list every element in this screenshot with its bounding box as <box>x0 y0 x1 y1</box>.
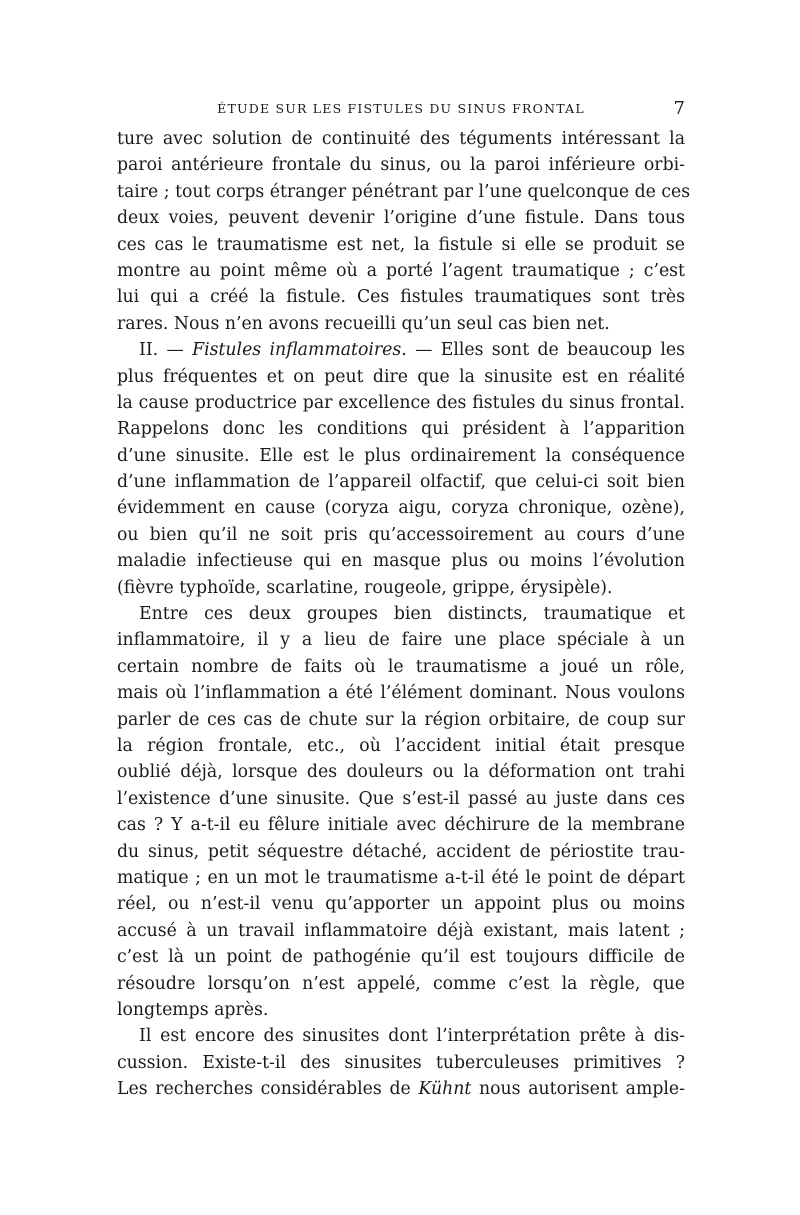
text-line: résoudre lorsqu’on n’est appelé, comme c’est la règle, que <box>117 973 685 994</box>
text-line: c’est là un point de pathogénie qu’il est toujours difficile de <box>117 947 685 968</box>
text-line: longtemps après. <box>117 999 269 1020</box>
text-line: lui qui a créé la fistule. Ces fistules traumatiques sont très <box>117 287 685 308</box>
text-line: du sinus, petit séquestre détaché, accident de périostite trau- <box>117 841 685 862</box>
text-line: deux voies, peuvent devenir l’origine d’une fistule. Dans tous <box>117 208 685 229</box>
text-line: certain nombre de faits où le traumatisme a joué un rôle, <box>117 656 685 677</box>
text-line: évidemment en cause (coryza aigu, coryza chronique, ozène), <box>117 498 685 519</box>
section-heading-rest: — Elles sont de beaucoup les <box>406 340 686 361</box>
text-line: matique ; en un mot le traumatisme a-t-il été le point de départ <box>117 867 685 888</box>
text-line: ces cas le traumatisme est net, la fistule si elle se produit se <box>117 234 685 255</box>
running-head <box>117 98 685 120</box>
section-number: II. — <box>139 340 193 361</box>
text-line: rares. Nous n’en avons recueilli qu’un seul cas bien net. <box>117 313 610 334</box>
section-title: Fistules inflammatoires. <box>192 340 407 361</box>
text-line: réel, ou n’est-il venu qu’apporter un appoint plus ou moins <box>117 894 685 915</box>
body-text <box>117 126 691 1102</box>
author-name: Kühnt <box>418 1079 472 1100</box>
section-heading-line <box>117 337 685 363</box>
text-line: plus fréquentes et on peut dire que la sinusite est en réalité <box>117 366 685 387</box>
text-line: maladie infectieuse qui en masque plus ou moins l’évolution <box>117 551 685 572</box>
text-line: d’une inflammation de l’appareil olfactif, que celui-ci soit bien <box>117 472 685 493</box>
text-line: cas ? Y a-t-il eu fêlure initiale avec déchirure de la membrane <box>117 815 685 836</box>
text-line: l’existence d’une sinusite. Que s’est-il passé au juste dans ces <box>117 788 685 809</box>
text-line: inflammatoire, il y a lieu de faire une place spéciale à un <box>117 630 685 651</box>
running-title: ÉTUDE SUR LES FISTULES DU SINUS FRONTAL <box>217 101 585 116</box>
text-line: mais où l’inflammation a été l’élément dominant. Nous voulons <box>117 683 685 704</box>
text-line: taire ; tout corps étranger pénétrant par l’une quelconque de ces <box>117 181 691 202</box>
text-line: ture avec solution de continuité des téguments intéressant la <box>117 129 685 149</box>
page-number: 7 <box>673 98 685 119</box>
text-line: montre au point même où a porté l’agent traumatique ; c’est <box>117 260 685 281</box>
text-line: parler de ces cas de chute sur la région orbitaire, de coup sur <box>117 709 685 730</box>
text-line: (fièvre typhoïde, scarlatine, rougeole, grippe, érysipèle). <box>117 577 613 598</box>
text-line: paroi antérieure frontale du sinus, ou la paroi inférieure orbi- <box>117 155 685 176</box>
text-line: Il est encore des sinusites dont l’interprétation prête à dis- <box>139 1026 685 1047</box>
text-line: la cause productrice par excellence des fistules du sinus frontal. <box>117 392 685 413</box>
text-line-with-author <box>117 1076 685 1102</box>
text-line: d’une sinusite. Elle est le plus ordinairement la conséquence <box>117 445 685 466</box>
text-fragment: Les recherches considérables de <box>117 1079 419 1100</box>
text-line: Entre ces deux groupes bien distincts, traumatique et <box>139 604 685 625</box>
text-line: oublié déjà, lorsque des douleurs ou la déformation ont trahi <box>117 762 685 783</box>
text-line: ou bien qu’il ne soit pris qu’accessoirement au cours d’une <box>117 524 685 545</box>
text-line: Rappelons donc les conditions qui président à l’apparition <box>117 419 685 440</box>
text-line: accusé à un travail inflammatoire déjà existant, mais latent ; <box>117 920 685 941</box>
text-line: la région frontale, etc., où l’accident initial était presque <box>117 735 685 756</box>
text-fragment: nous autorisent ample- <box>471 1079 685 1100</box>
text-line: cussion. Existe-t-il des sinusites tuberculeuses primitives ? <box>117 1052 685 1073</box>
